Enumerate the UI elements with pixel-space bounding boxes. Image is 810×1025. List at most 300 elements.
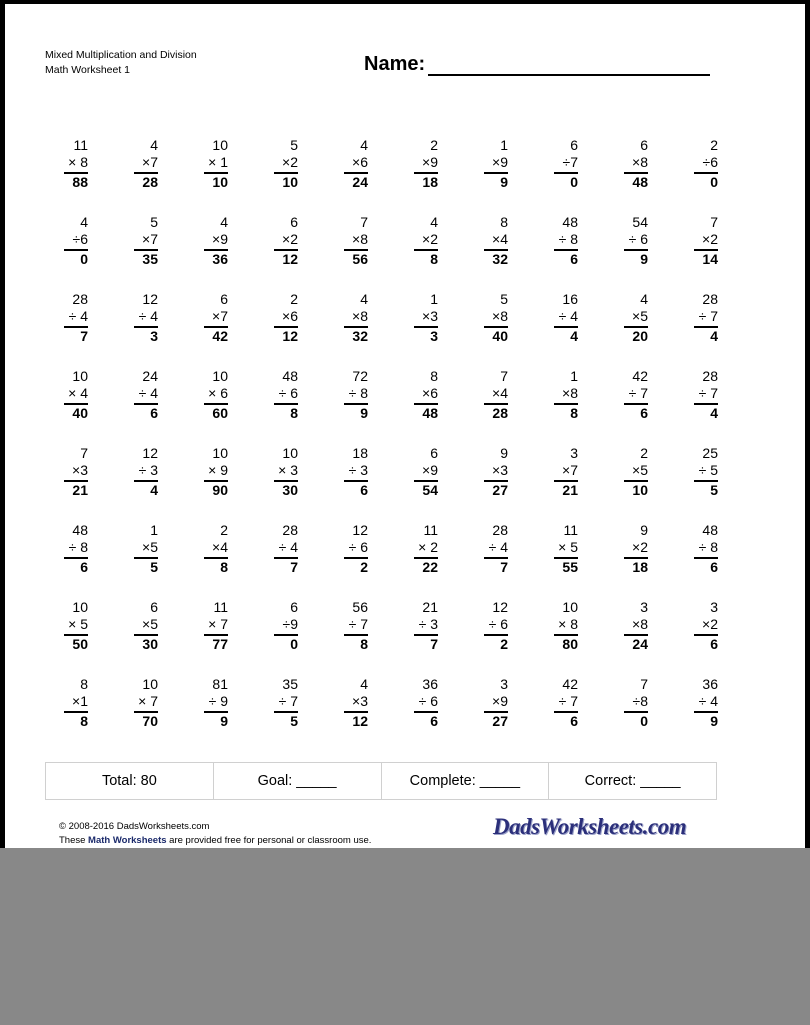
problem-operator-line: × 7: [138, 693, 158, 709]
problem-top-number: 42: [562, 676, 578, 692]
problem-answer: 6: [150, 405, 158, 421]
problem-operator-line: ×7: [562, 462, 578, 478]
problem-row: [40, 214, 740, 291]
problem-top-number: 10: [212, 368, 228, 384]
problem-answer: 6: [710, 636, 718, 652]
problem-operator-line: × 2: [418, 539, 438, 555]
problem-answer: 8: [360, 636, 368, 652]
problem-answer: 9: [360, 405, 368, 421]
problem-operator-line: ÷ 7: [698, 385, 718, 401]
problem-answer: 0: [640, 713, 648, 729]
problem: [40, 368, 110, 445]
problem: [110, 291, 180, 368]
problem: [530, 676, 600, 753]
problem-operator-line: ×4: [212, 539, 228, 555]
problem: [390, 676, 460, 753]
problem-top-number: 56: [352, 599, 368, 615]
problem-top-number: 28: [72, 291, 88, 307]
problem-answer: 27: [492, 482, 508, 498]
problem-answer: 6: [430, 713, 438, 729]
page-border-right: [805, 0, 810, 848]
problem-answer: 0: [570, 174, 578, 190]
problem-answer: 9: [710, 713, 718, 729]
problem-row: [40, 676, 740, 753]
problem-operator-line: ÷ 4: [138, 385, 158, 401]
problem-operator-line: × 5: [558, 539, 578, 555]
problem-operator-line: ×3: [352, 693, 368, 709]
problem-operator-line: ÷ 4: [68, 308, 88, 324]
problem-answer: 6: [570, 251, 578, 267]
problem: [530, 368, 600, 445]
problem-answer: 20: [632, 328, 648, 344]
problem-top-number: 3: [640, 599, 648, 615]
problem-top-number: 35: [282, 676, 298, 692]
problem-top-number: 16: [562, 291, 578, 307]
problem-answer: 21: [72, 482, 88, 498]
problem-operator-line: ÷ 9: [208, 693, 228, 709]
problem-operator-line: ÷8: [632, 693, 648, 709]
problem-operator-line: ÷ 7: [278, 693, 298, 709]
problem-answer: 8: [80, 713, 88, 729]
problem-answer: 18: [422, 174, 438, 190]
problem: [180, 214, 250, 291]
problem-answer: 4: [710, 328, 718, 344]
problem-top-number: 42: [632, 368, 648, 384]
problem-top-number: 2: [710, 137, 718, 153]
problem-operator-line: ×5: [142, 539, 158, 555]
problem-operator-line: ÷6: [702, 154, 718, 170]
problem-top-number: 6: [430, 445, 438, 461]
problem-answer: 14: [702, 251, 718, 267]
problem-answer: 8: [290, 405, 298, 421]
problem-top-number: 8: [80, 676, 88, 692]
problem-operator-line: ×9: [212, 231, 228, 247]
problem-operator-line: × 5: [68, 616, 88, 632]
problem-answer: 6: [640, 405, 648, 421]
problem: [390, 214, 460, 291]
problem-operator-line: ×8: [632, 154, 648, 170]
problem-top-number: 8: [430, 368, 438, 384]
problem-answer: 9: [220, 713, 228, 729]
problem-answer: 70: [142, 713, 158, 729]
problem-answer: 90: [212, 482, 228, 498]
problem-answer: 42: [212, 328, 228, 344]
problem-answer: 24: [632, 636, 648, 652]
problem-answer: 4: [570, 328, 578, 344]
math-worksheets-link[interactable]: Math Worksheets: [88, 835, 167, 846]
problem: [460, 291, 530, 368]
problem: [670, 368, 740, 445]
problem-top-number: 25: [702, 445, 718, 461]
problem-answer: 6: [360, 482, 368, 498]
problem: [600, 599, 670, 676]
problem: [110, 368, 180, 445]
total-cell: Total: 80: [46, 763, 214, 799]
problem-answer: 8: [430, 251, 438, 267]
problem-operator-line: ×2: [282, 154, 298, 170]
problem-answer: 3: [430, 328, 438, 344]
problem-operator-line: ÷ 7: [698, 308, 718, 324]
problem-answer: 12: [282, 328, 298, 344]
problem-top-number: 54: [632, 214, 648, 230]
problem-operator-line: ÷9: [282, 616, 298, 632]
problem: [110, 445, 180, 522]
problem-operator-line: ÷ 8: [68, 539, 88, 555]
problem-answer: 4: [710, 405, 718, 421]
problem: [670, 676, 740, 753]
problem-operator-line: ×9: [422, 462, 438, 478]
problem: [110, 676, 180, 753]
problem-top-number: 10: [72, 368, 88, 384]
problem: [320, 676, 390, 753]
problem-answer: 27: [492, 713, 508, 729]
problem-operator-line: ÷ 5: [698, 462, 718, 478]
problem-operator-line: ×9: [492, 693, 508, 709]
problem-top-number: 1: [150, 522, 158, 538]
problem-operator-line: ×9: [422, 154, 438, 170]
problem-operator-line: ×7: [142, 154, 158, 170]
problem-operator-line: ÷7: [562, 154, 578, 170]
problem: [110, 599, 180, 676]
problem: [110, 137, 180, 214]
problem: [250, 599, 320, 676]
problem-answer: 12: [282, 251, 298, 267]
problem: [390, 368, 460, 445]
problem-answer: 0: [710, 174, 718, 190]
problem-top-number: 6: [570, 137, 578, 153]
problem-answer: 7: [290, 559, 298, 575]
problem-top-number: 12: [142, 445, 158, 461]
problem-top-number: 48: [562, 214, 578, 230]
problem-row: [40, 137, 740, 214]
problem-answer: 88: [72, 174, 88, 190]
problem-operator-line: ×6: [422, 385, 438, 401]
problem-answer: 9: [640, 251, 648, 267]
problem-answer: 60: [212, 405, 228, 421]
problem-operator-line: ×2: [702, 616, 718, 632]
problem-top-number: 4: [360, 291, 368, 307]
problem: [250, 214, 320, 291]
problem-top-number: 8: [500, 214, 508, 230]
problem-top-number: 12: [352, 522, 368, 538]
problem: [530, 599, 600, 676]
problem-answer: 2: [360, 559, 368, 575]
problem-top-number: 9: [500, 445, 508, 461]
problem-top-number: 4: [360, 137, 368, 153]
problem: [670, 522, 740, 599]
goal-cell[interactable]: Goal: _____: [214, 763, 382, 799]
problem-answer: 5: [150, 559, 158, 575]
problem-top-number: 81: [212, 676, 228, 692]
problem-row: [40, 599, 740, 676]
problem: [670, 599, 740, 676]
problem-operator-line: ÷ 6: [278, 385, 298, 401]
problem: [460, 676, 530, 753]
problem-operator-line: × 8: [68, 154, 88, 170]
problem-operator-line: ×8: [632, 616, 648, 632]
problem-answer: 55: [562, 559, 578, 575]
problem-top-number: 7: [500, 368, 508, 384]
correct-cell[interactable]: Correct: _____: [584, 773, 681, 789]
problem-top-number: 2: [430, 137, 438, 153]
problem-operator-line: ×6: [282, 308, 298, 324]
problem: [460, 522, 530, 599]
problem-operator-line: ×7: [142, 231, 158, 247]
problem-top-number: 18: [352, 445, 368, 461]
copyright-text: © 2008-2016 DadsWorksheets.com: [59, 821, 210, 832]
problem-top-number: 4: [360, 676, 368, 692]
problem-top-number: 1: [430, 291, 438, 307]
problem-top-number: 5: [290, 137, 298, 153]
problem-answer: 6: [80, 559, 88, 575]
problem: [530, 445, 600, 522]
problem: [460, 368, 530, 445]
problem-answer: 0: [290, 636, 298, 652]
problem: [250, 137, 320, 214]
problem: [180, 368, 250, 445]
problem-answer: 35: [142, 251, 158, 267]
problem-answer: 2: [500, 636, 508, 652]
problem: [460, 445, 530, 522]
problem-top-number: 2: [640, 445, 648, 461]
worksheet-title: Math Worksheet 1: [45, 64, 131, 76]
problem: [40, 291, 110, 368]
problem: [320, 214, 390, 291]
problem-answer: 21: [562, 482, 578, 498]
complete-cell[interactable]: Complete: _____: [382, 763, 550, 799]
problem-top-number: 4: [80, 214, 88, 230]
problem-operator-line: ×1: [72, 693, 88, 709]
usage-note-prefix: These: [59, 835, 86, 846]
problem-top-number: 48: [702, 522, 718, 538]
name-label: Name:: [364, 53, 426, 75]
problem-answer: 30: [282, 482, 298, 498]
problem: [180, 599, 250, 676]
problem: [670, 445, 740, 522]
problem: [460, 137, 530, 214]
problem-operator-line: ÷ 7: [348, 616, 368, 632]
problem: [40, 214, 110, 291]
problem-answer: 24: [352, 174, 368, 190]
problem-operator-line: × 6: [208, 385, 228, 401]
problem-operator-line: ÷ 8: [558, 231, 578, 247]
problem-top-number: 2: [220, 522, 228, 538]
problem-top-number: 1: [500, 137, 508, 153]
problem: [600, 137, 670, 214]
problem-grid: [40, 137, 740, 753]
problem-answer: 56: [352, 251, 368, 267]
problem-top-number: 4: [150, 137, 158, 153]
problem: [250, 676, 320, 753]
problem-operator-line: ÷ 7: [558, 693, 578, 709]
problem-top-number: 28: [492, 522, 508, 538]
problem-answer: 5: [290, 713, 298, 729]
problem-top-number: 36: [702, 676, 718, 692]
problem: [180, 522, 250, 599]
problem: [670, 137, 740, 214]
problem-answer: 30: [142, 636, 158, 652]
problem-row: [40, 368, 740, 445]
problem-answer: 77: [212, 636, 228, 652]
problem-top-number: 2: [290, 291, 298, 307]
dadsworksheets-logo[interactable]: DadsWorksheets.com: [493, 814, 687, 839]
problem-top-number: 72: [352, 368, 368, 384]
problem: [530, 214, 600, 291]
problem-row: [40, 522, 740, 599]
problem-answer: 50: [72, 636, 88, 652]
problem-answer: 28: [142, 174, 158, 190]
problem: [600, 522, 670, 599]
problem-top-number: 48: [72, 522, 88, 538]
problem-top-number: 4: [430, 214, 438, 230]
problem-operator-line: ×2: [702, 231, 718, 247]
problem-top-number: 6: [290, 214, 298, 230]
problem-operator-line: ×2: [632, 539, 648, 555]
problem: [600, 676, 670, 753]
problem-operator-line: × 3: [278, 462, 298, 478]
problem: [530, 291, 600, 368]
problem: [390, 291, 460, 368]
problem-answer: 40: [492, 328, 508, 344]
problem-top-number: 6: [290, 599, 298, 615]
problem-operator-line: ×6: [352, 154, 368, 170]
problem-operator-line: ÷ 4: [698, 693, 718, 709]
problem-operator-line: ×5: [632, 308, 648, 324]
problem: [40, 676, 110, 753]
problem: [390, 599, 460, 676]
problem-top-number: 9: [640, 522, 648, 538]
problem-top-number: 10: [212, 137, 228, 153]
problem: [600, 291, 670, 368]
problem-operator-line: ÷ 6: [488, 616, 508, 632]
problem-answer: 10: [282, 174, 298, 190]
problem-answer: 6: [710, 559, 718, 575]
problem: [250, 445, 320, 522]
problem: [180, 676, 250, 753]
problem: [180, 291, 250, 368]
problem-top-number: 12: [142, 291, 158, 307]
problem-operator-line: ×8: [352, 308, 368, 324]
problem-answer: 7: [430, 636, 438, 652]
problem-operator-line: ÷6: [72, 231, 88, 247]
problem-answer: 12: [352, 713, 368, 729]
problem: [390, 137, 460, 214]
usage-note: [59, 835, 371, 846]
problem-answer: 28: [492, 405, 508, 421]
problem-operator-line: × 8: [558, 616, 578, 632]
problem-answer: 6: [570, 713, 578, 729]
problem-top-number: 3: [500, 676, 508, 692]
problem-top-number: 3: [570, 445, 578, 461]
problem: [390, 522, 460, 599]
problem-operator-line: ÷ 4: [558, 308, 578, 324]
problem: [670, 214, 740, 291]
problem-top-number: 28: [282, 522, 298, 538]
problem-answer: 4: [150, 482, 158, 498]
problem-top-number: 28: [702, 368, 718, 384]
problem-top-number: 7: [80, 445, 88, 461]
name-field-line[interactable]: [428, 74, 710, 76]
problem: [110, 522, 180, 599]
worksheet-page: [5, 4, 805, 848]
problem-top-number: 7: [710, 214, 718, 230]
problem-top-number: 10: [212, 445, 228, 461]
problem: [180, 137, 250, 214]
problem: [110, 214, 180, 291]
problem: [460, 214, 530, 291]
usage-note-suffix: are provided free for personal or classroom use.: [169, 835, 372, 846]
problem: [390, 445, 460, 522]
problem-operator-line: ÷ 8: [698, 539, 718, 555]
problem-operator-line: × 1: [208, 154, 228, 170]
problem-operator-line: ×8: [352, 231, 368, 247]
problem-answer: 48: [632, 174, 648, 190]
problem-answer: 3: [150, 328, 158, 344]
problem-top-number: 6: [220, 291, 228, 307]
problem-top-number: 1: [570, 368, 578, 384]
problem: [320, 445, 390, 522]
problem-top-number: 10: [142, 676, 158, 692]
problem: [250, 291, 320, 368]
problem-top-number: 6: [150, 599, 158, 615]
problem-operator-line: ÷ 3: [138, 462, 158, 478]
problem-operator-line: ÷ 3: [418, 616, 438, 632]
problem: [40, 137, 110, 214]
worksheet-subtitle: Mixed Multiplication and Division: [45, 49, 197, 61]
summary-bar: [45, 762, 717, 800]
problem-operator-line: ÷ 7: [628, 385, 648, 401]
problem-operator-line: ×5: [632, 462, 648, 478]
problem-top-number: 4: [640, 291, 648, 307]
problem-answer: 36: [212, 251, 228, 267]
problem-operator-line: × 9: [208, 462, 228, 478]
problem: [40, 599, 110, 676]
problem-operator-line: ×9: [492, 154, 508, 170]
problem-answer: 7: [500, 559, 508, 575]
problem-operator-line: ×4: [492, 231, 508, 247]
problem-answer: 8: [570, 405, 578, 421]
problem-top-number: 5: [150, 214, 158, 230]
problem: [600, 368, 670, 445]
problem-top-number: 12: [492, 599, 508, 615]
problem-operator-line: ×3: [492, 462, 508, 478]
problem-top-number: 28: [702, 291, 718, 307]
problem: [600, 214, 670, 291]
problem-top-number: 11: [73, 137, 88, 153]
problem-top-number: 7: [360, 214, 368, 230]
problem-answer: 7: [80, 328, 88, 344]
problem-operator-line: ÷ 8: [348, 385, 368, 401]
problem-top-number: 11: [563, 522, 578, 538]
problem-operator-line: ÷ 3: [348, 462, 368, 478]
problem-top-number: 10: [282, 445, 298, 461]
problem-operator-line: ×5: [142, 616, 158, 632]
problem-operator-line: ×3: [72, 462, 88, 478]
problem-operator-line: ×7: [212, 308, 228, 324]
problem-top-number: 11: [423, 522, 438, 538]
problem-answer: 8: [220, 559, 228, 575]
problem-answer: 54: [422, 482, 438, 498]
problem: [40, 522, 110, 599]
problem-operator-line: ÷ 6: [628, 231, 648, 247]
problem: [460, 599, 530, 676]
problem: [320, 368, 390, 445]
problem-answer: 9: [500, 174, 508, 190]
problem: [320, 291, 390, 368]
problem-operator-line: ×2: [422, 231, 438, 247]
problem: [320, 522, 390, 599]
problem-top-number: 21: [422, 599, 438, 615]
